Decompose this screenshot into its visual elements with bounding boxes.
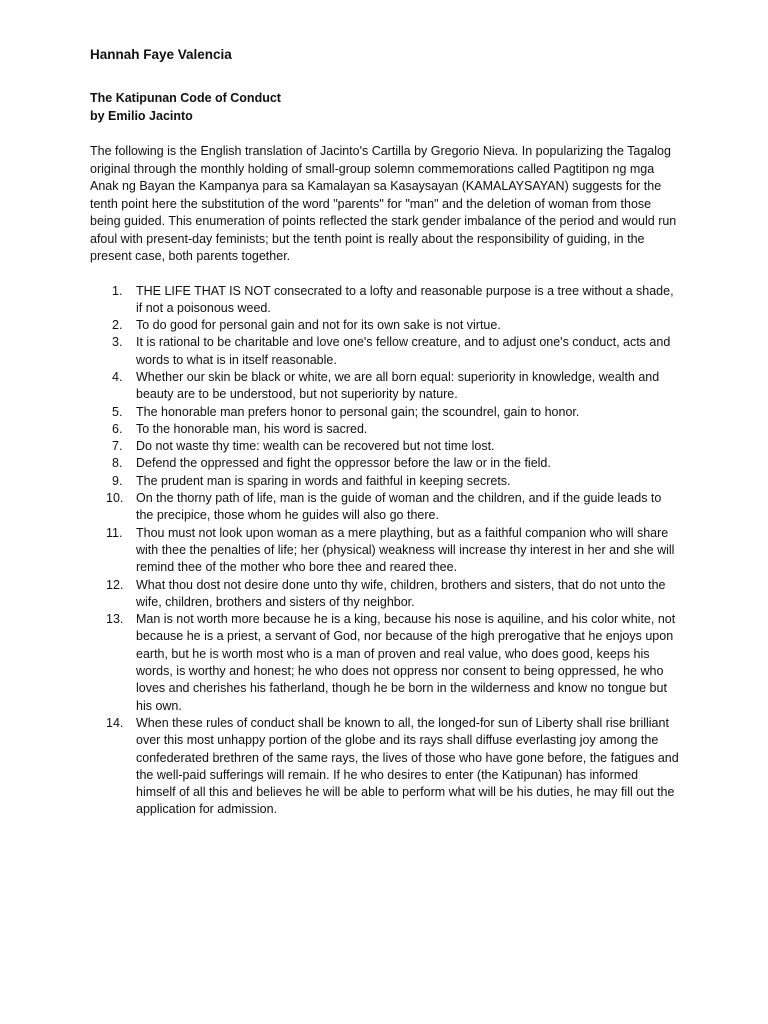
- rule-number: 11.: [106, 525, 123, 540]
- rule-number: 7.: [112, 439, 123, 454]
- rule-item: [90, 473, 680, 490]
- rule-number: 10.: [106, 491, 124, 506]
- rule-number: 5.: [112, 404, 123, 419]
- rule-number: 4.: [112, 369, 123, 384]
- rule-item: [90, 421, 680, 438]
- rule-text: On the thorny path of life, man is the guide of woman and the children, and if the guide leads to the precipice, those whom he guides will also go there.: [136, 491, 662, 523]
- rule-number: 1.: [112, 283, 123, 298]
- rule-item: [90, 334, 680, 369]
- rule-number: 8.: [112, 456, 123, 471]
- document-page: [90, 46, 680, 819]
- rule-number: 6.: [112, 421, 123, 436]
- document-byline: by Emilio Jacinto: [90, 108, 193, 123]
- rule-item: [90, 369, 680, 404]
- rule-item: [90, 525, 680, 577]
- rule-text: Do not waste thy time: wealth can be recovered but not time lost.: [136, 439, 495, 454]
- rule-item: [90, 715, 680, 819]
- rule-text: What thou dost not desire done unto thy wife, children, brothers and sisters, that do not unto the wife, children, brothers and sisters of thy neighbor.: [136, 577, 666, 609]
- document-title: The Katipunan Code of Conduct: [90, 91, 281, 105]
- rules-list: [90, 283, 680, 819]
- rule-text: The prudent man is sparing in words and faithful in keeping secrets.: [136, 473, 511, 488]
- rule-item: [90, 611, 680, 715]
- rule-text: Thou must not look upon woman as a mere plaything, but as a faithful companion who will share with thee the penalties of life; her (physical) weakness will increase thy interest in her and she will remind thee of the mother who bore thee and reared thee.: [136, 525, 675, 575]
- rule-text: To the honorable man, his word is sacred.: [136, 421, 368, 436]
- rule-item: [90, 438, 680, 455]
- rule-item: [90, 404, 680, 421]
- rule-text: When these rules of conduct shall be known to all, the longed-for sun of Liberty shall rise brilliant over this most unhappy portion of the globe and its rays shall diffuse everlasting joy among the confederated brethren of the same rays, the lives of those who have gone before, the fatigues and the well-paid sufferings will remain. If he who desires to enter (the Katipunan) has informed himself of all this and believes he will be able to perform what will be his duties, he may fill out the application for admission.: [136, 715, 679, 817]
- rule-number: 13.: [106, 612, 124, 627]
- rule-number: 14.: [106, 715, 124, 730]
- rule-text: Whether our skin be black or white, we are all born equal: superiority in knowledge, wealth and beauty are to be understood, but not superiority by nature.: [136, 369, 660, 402]
- rule-item: [90, 490, 680, 525]
- rule-number: 3.: [112, 335, 123, 350]
- intro-paragraph: The following is the English translation of Jacinto's Cartilla by Gregorio Nieva. In popularizing the Tagalog original through the monthly holding of small-group solemn commemorations called Pagtitipon ng mga Anak ng Bayan the Kampanya para sa Kamalayan sa Kasaysayan (KAMALAYSAYAN) suggests for the tenth point here the substitution of the word "parents" for "man" and the deletion of woman from those being guided. This enumeration of points reflected the stark gender imbalance of the period and would run afoul with present-day feminists; but the tenth point is really about the responsibility of guiding, in the present case, both parents together.: [90, 144, 677, 263]
- rule-item: [90, 317, 680, 334]
- rule-number: 12.: [106, 577, 124, 592]
- rule-text: It is rational to be charitable and love one's fellow creature, and to adjust one's conduct, acts and words to what is in itself reasonable.: [136, 335, 671, 367]
- rule-text: Defend the oppressed and fight the oppressor before the law or in the field.: [136, 456, 551, 471]
- rule-number: 9.: [112, 473, 123, 488]
- rule-text: The honorable man prefers honor to personal gain; the scoundrel, gain to honor.: [136, 404, 580, 419]
- rule-item: [90, 283, 680, 318]
- rule-text: Man is not worth more because he is a king, because his nose is aquiline, and his color white, not because he is a priest, a servant of God, nor because of the high prerogative that he enjoys upon earth, but he is worth most who is a man of proven and real value, who does good, keeps his words, is worthy and honest; he who does not oppress nor consent to being oppressed, he who loves and cherishes his fatherland, though he be born in the wilderness and know no tongue but his own.: [136, 612, 676, 713]
- rule-item: [90, 455, 680, 472]
- rule-text: THE LIFE THAT IS NOT consecrated to a lofty and reasonable purpose is a tree without a shade, if not a poisonous weed.: [136, 283, 674, 315]
- rule-text: To do good for personal gain and not for its own sake is not virtue.: [136, 318, 501, 333]
- author-name: Hannah Faye Valencia: [90, 47, 232, 62]
- rule-number: 2.: [112, 318, 123, 333]
- rule-item: [90, 577, 680, 612]
- title-block: [90, 90, 680, 125]
